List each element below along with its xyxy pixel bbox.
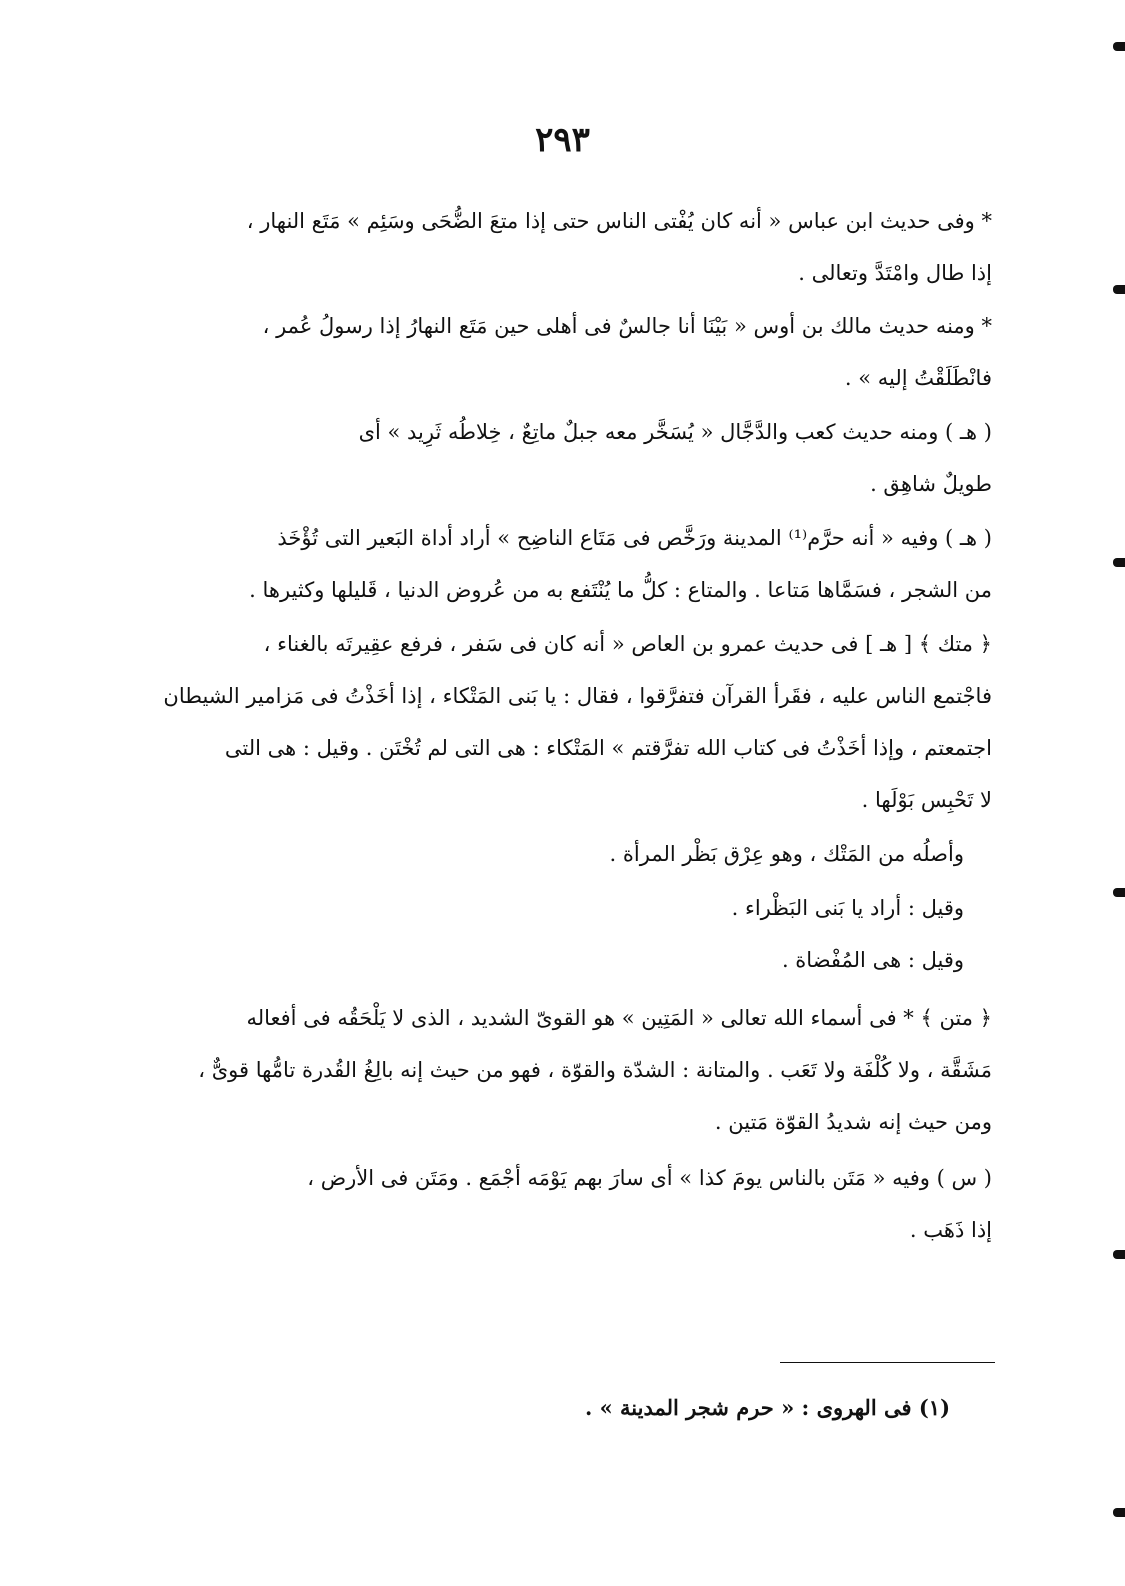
paragraph-matana-bil-nas [160,1152,992,1256]
entry-matn [160,992,992,1148]
text-line: ( هـ ) وفيه « أنه حرَّم⁽¹⁾ المدينة ورَخَّص فى مَتَاع الناضِح » أراد أداة البَعير التى تُؤْخَذ [277,526,992,550]
footnote: (١) فى الهروى : « حرم شجر المدينة » . [584,1395,950,1420]
text-line: وقيل : هى المُفْضاة . [781,948,964,972]
paragraph-matk-origin [160,828,992,880]
text-line: فانْطَلَقْتُ إليه » . [844,366,992,390]
paragraph-matk-variant-1 [160,882,992,934]
text-line: اجتمعتم ، وإذا أخَذْتُ فى كتاب الله تفرَّقتم » المَتْكاء : هى التى لم تُخْتَن . وقيل : هى التى [224,736,992,760]
text-line: ( هـ ) ومنه حديث كعب والدَّجَّال « يُسَخَّر معه جبلٌ ماتِعٌ ، خِلاطُه ثَرِيد » أى [358,420,992,444]
text-line: فاجْتمع الناس عليه ، فقَرأ القرآن فتفرَّقوا ، فقال : يا بَنى المَتْكاء ، إذا أخَذْتُ فى مَزامير الشيطان [163,684,992,708]
entry-matk [160,618,992,826]
text-line: ﴿ متن ﴾ * فى أسماء الله تعالى « المَتِين » هو القوىّ الشديد ، الذى لا يَلْحَقُه فى أفعاله [246,1006,992,1030]
scan-edge-mark [1113,1250,1125,1259]
text-line: ( س ) وفيه « مَتَن بالناس يومَ كذا » أى سارَ بهم يَوْمَه أجْمَع . ومَتَن فى الأرض ، [307,1166,992,1190]
text-line: إذا طال وامْتَدَّ وتعالى . [798,261,992,285]
scan-edge-mark [1113,888,1125,897]
text-line: من الشجر ، فسَمَّاها مَتاعا . والمتاع : كلُّ ما يُنْتَفع به من عُروض الدنيا ، قَليلها وكثيرها . [249,578,992,602]
page-number: ٢٩٣ [535,120,590,160]
scan-edge-mark [1113,42,1125,51]
footnote-divider [780,1362,995,1363]
text-line: ﴿ متك ﴾ [ هـ ] فى حديث عمرو بن العاص « أنه كان فى سَفر ، فرفع عقِيرتَه بالغناء ، [263,632,992,656]
text-line: لا تَحْبِس بَوْلَها . [861,788,992,812]
paragraph-mataa-ibn-abbas [160,195,992,299]
scan-edge-mark [1113,285,1125,294]
text-line: وقيل : أراد يا بَنى البَظْراء . [731,896,964,920]
paragraph-matk-variant-2 [160,934,992,986]
text-line: مَشَقَّة ، ولا كُلْفَة ولا تَعَب . والمتانة : الشدّة والقوّة ، فهو من حيث إنه بالِغُ القُدرة تامُّها قوىٌّ ، [198,1058,992,1082]
paragraph-malik-ibn-aws [160,300,992,404]
text-line: طويلٌ شاهِق . [870,472,992,496]
text-line: * وفى حديث ابن عباس « أنه كان يُفْتى الناس حتى إذا متعَ الضُّحَى وسَئِم » مَتَع النهار ، [246,209,992,233]
text-line: * ومنه حديث مالك بن أوس « بَيْنَا أنا جالسٌ فى أهلى حين مَتَع النهارُ إذا رسولُ عُمر ، [262,314,992,338]
paragraph-mataa-nadih [160,512,992,616]
text-line: ومن حيث إنه شديدُ القوّة مَتين . [714,1110,992,1134]
text-line: وأصلُه من المَتْك ، وهو عِرْق بَظْر المرأة . [609,842,964,866]
scan-edge-mark [1113,558,1125,567]
text-line: إذا ذَهَب . [909,1218,992,1242]
paragraph-kab-dajjal [160,406,992,510]
scan-edge-mark [1113,1508,1125,1517]
